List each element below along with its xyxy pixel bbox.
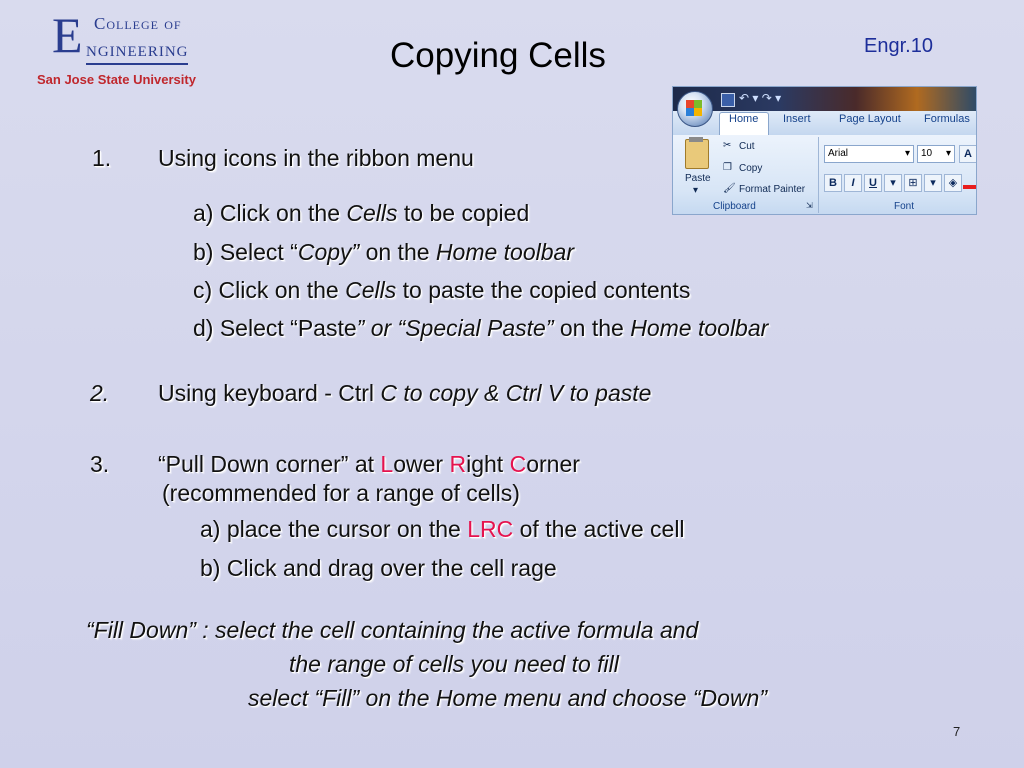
paste-dropdown-icon[interactable]: ▾ — [693, 185, 699, 196]
item1d-mid2: on the — [553, 315, 631, 341]
item3-orner: orner — [526, 451, 580, 477]
tab-page-layout[interactable]: Page Layout — [839, 113, 901, 125]
item3-ower: ower — [393, 451, 450, 477]
cut-button[interactable]: Cut — [739, 141, 755, 152]
page-number: 7 — [953, 724, 961, 739]
item1d-pre: d) — [193, 315, 214, 341]
item2-em: C to copy & Ctrl V to paste — [380, 380, 652, 406]
fill-down-line2: the range of cells you need to fill — [289, 651, 619, 677]
item1d-mid1: Select “Paste — [213, 315, 357, 341]
item1-text: Using icons in the ribbon menu — [158, 145, 474, 171]
item3-r: R — [449, 451, 467, 477]
group-clipboard-label: Clipboard — [713, 201, 756, 212]
office-logo-icon — [686, 100, 702, 116]
item1c-post: to paste the copied contents — [396, 277, 691, 303]
copy-button[interactable]: Copy — [739, 163, 763, 174]
item3 — [158, 451, 580, 478]
paste-icon[interactable] — [685, 139, 709, 169]
item3a — [200, 516, 685, 543]
font-size-value: 10 — [921, 148, 933, 159]
logo-university: San Jose State University — [37, 72, 196, 87]
fill-down-line3: select “Fill” on the Home menu and choose “Down” — [248, 685, 768, 711]
course-label: Engr.10 — [864, 35, 933, 57]
item3a-post: of the active cell — [513, 516, 685, 542]
item1d-em2: Home toolbar — [630, 315, 769, 341]
item1b-mid: on the — [359, 239, 436, 265]
chevron-down-icon: ▾ — [904, 148, 910, 159]
item1a-em: Cells — [346, 200, 398, 226]
borders-icon[interactable]: ⊞ — [904, 174, 922, 192]
item3-pre: “Pull Down corner” at — [158, 451, 381, 477]
item3-c: C — [509, 451, 527, 477]
item3-line2: (recommended for a range of cells) — [162, 480, 520, 506]
save-icon — [721, 93, 735, 107]
undo-icon: ↶ ▾ ↷ ▾ — [739, 91, 782, 105]
item1-number: 1. — [92, 145, 112, 171]
fill-down-line1: “Fill Down” : select the cell containing the active formula and — [86, 617, 699, 643]
item3a-pre: a) place the cursor on the — [200, 516, 468, 542]
item1b-em1: Copy” — [297, 239, 360, 265]
item3a-lrc: LRC — [467, 516, 514, 542]
format-painter-button[interactable]: Format Painter — [739, 184, 806, 195]
cut-icon: ✂ — [723, 140, 732, 151]
item1a-post: to be copied — [397, 200, 530, 226]
tab-home[interactable]: Home — [729, 113, 759, 125]
tab-formulas[interactable]: Formulas — [924, 113, 970, 125]
item3-l: L — [380, 451, 394, 477]
font-size-combo[interactable] — [917, 145, 955, 163]
item1a-pre: a) Click on the — [193, 200, 347, 226]
item1c-pre: c) Click on the — [193, 277, 346, 303]
font-color-swatch — [963, 185, 977, 189]
paste-icon-clip — [689, 137, 703, 142]
item1b-em2: Home toolbar — [435, 239, 574, 265]
paste-button[interactable]: Paste — [685, 173, 711, 184]
bold-button[interactable]: B — [824, 174, 842, 192]
logo-college-text: College of — [94, 14, 182, 33]
item1c — [193, 277, 690, 304]
item2-pre: Using keyboard - Ctrl — [158, 380, 381, 406]
item1c-em: Cells — [345, 277, 397, 303]
item1a — [193, 200, 529, 227]
underline-dropdown-icon[interactable]: ▾ — [884, 174, 902, 192]
item1d — [193, 315, 768, 342]
logo-initial: E — [52, 7, 83, 63]
tab-insert[interactable]: Insert — [783, 113, 811, 125]
grow-font-button[interactable]: A — [959, 145, 977, 163]
item1d-em1: ” or “Special Paste” — [356, 315, 554, 341]
item2-number: 2. — [90, 380, 110, 406]
item3b: b) Click and drag over the cell rage — [200, 555, 557, 581]
chevron-down-icon: ▾ — [945, 148, 951, 159]
ribbon-separator — [818, 137, 819, 213]
copy-icon: ❐ — [723, 162, 732, 173]
underline-button[interactable]: U — [864, 174, 882, 192]
ribbon-screenshot — [672, 86, 977, 215]
italic-button[interactable]: I — [844, 174, 862, 192]
item3-number: 3. — [90, 451, 110, 477]
chevron-down-icon[interactable]: ▾ — [924, 174, 942, 192]
logo-engineering-text: ngineering — [86, 36, 188, 65]
clipboard-launcher-icon[interactable]: ⇲ — [806, 201, 813, 210]
font-name-value: Arial — [828, 148, 849, 159]
group-font-label: Font — [894, 201, 915, 212]
page-title: Copying Cells — [390, 36, 606, 75]
item2 — [158, 380, 651, 407]
item1b — [193, 239, 574, 266]
item1b-pre: b) Select “ — [193, 239, 298, 265]
item3-ight: ight — [466, 451, 510, 477]
fill-color-icon[interactable]: ◈ — [944, 174, 962, 192]
font-name-combo[interactable] — [824, 145, 914, 163]
ribbon-title-bar — [673, 87, 977, 113]
format-painter-icon: 🖌 — [723, 183, 736, 194]
